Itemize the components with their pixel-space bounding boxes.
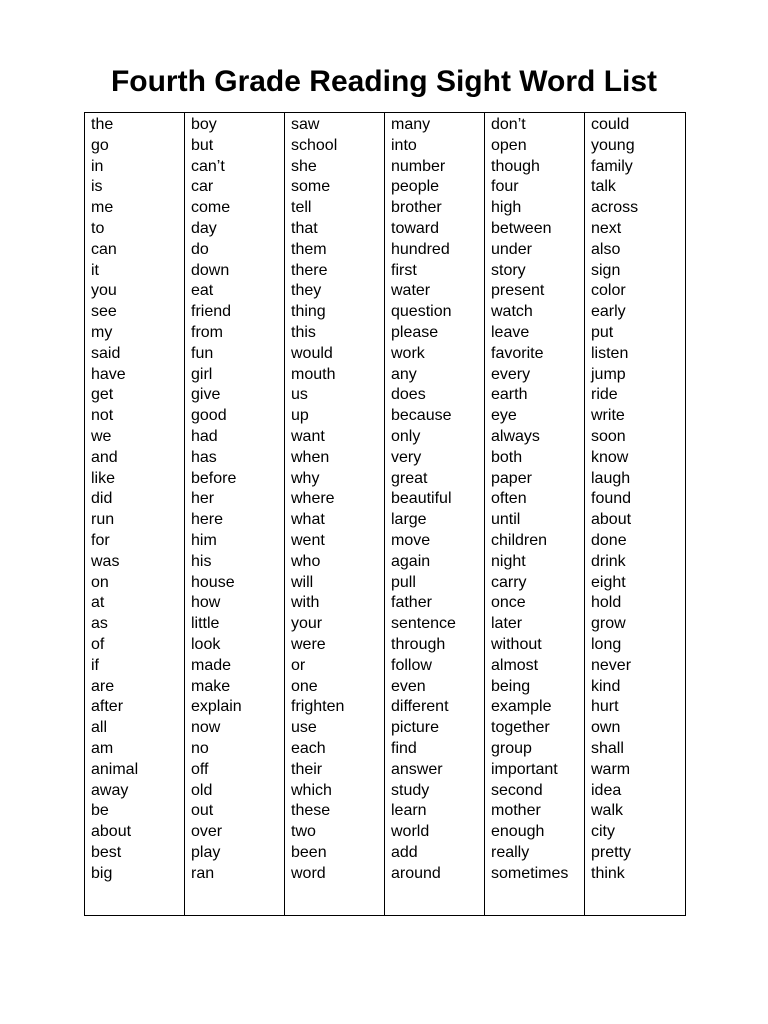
sight-word: world [391,823,430,841]
sight-word: word [291,864,326,882]
sight-word: almost [491,656,539,674]
sight-word: out [191,802,214,820]
sight-word: us [291,386,308,404]
sight-word: over [191,823,223,841]
sight-word: ride [591,386,618,404]
sight-word: under [491,240,532,258]
sight-word: shall [591,739,624,757]
sight-word: though [491,157,540,175]
sight-word: think [591,864,625,882]
sight-word: want [291,427,325,445]
sight-word: very [391,448,422,466]
sight-word: where [291,490,335,508]
sight-word: any [391,365,417,383]
sight-word: once [491,594,526,612]
sight-word: them [291,240,327,258]
sight-word: sometimes [491,864,569,882]
sight-word: paper [491,469,532,487]
sight-word: have [91,365,126,383]
sight-word: never [591,656,632,674]
sight-word: why [291,469,320,487]
sight-word: said [91,344,121,362]
sight-word: see [91,303,117,321]
sight-word: know [591,448,629,466]
word-column-6 [585,113,685,915]
sight-word: from [191,323,223,341]
sight-word: example [491,698,552,716]
sight-word: both [491,448,523,466]
sight-word: these [291,802,331,820]
sight-word: find [391,739,417,757]
sight-word: great [391,469,428,487]
sight-word: her [191,490,215,508]
sight-word: down [191,261,230,279]
sight-word: who [291,552,321,570]
sight-word: eat [191,282,214,300]
sight-word: can’t [191,157,225,175]
sight-word: answer [391,760,443,778]
sight-word: ran [191,864,215,882]
sight-word: many [391,116,431,133]
sight-word: own [591,719,621,737]
sight-word: between [491,219,552,237]
sight-word: carry [491,573,527,591]
sight-word: walk [591,802,624,820]
sight-word: am [91,739,114,757]
sight-word: idea [591,781,622,799]
sight-word: around [391,864,441,882]
sight-word: which [291,781,332,799]
sight-word: next [591,219,622,237]
sight-word: work [391,344,425,362]
sight-word: eye [491,407,517,425]
sight-word: here [191,511,224,529]
sight-word: give [191,386,221,404]
sight-word: go [91,136,109,154]
sight-word: story [491,261,526,279]
sight-word: if [91,656,99,674]
sight-word: friend [191,303,232,321]
sight-word: it [91,261,99,279]
sight-word: listen [591,344,629,362]
sight-word: school [291,136,338,154]
sight-word: night [491,552,526,570]
sight-word: family [591,157,633,175]
sight-word: car [191,178,214,196]
sight-word: present [491,282,545,300]
word-column-3 [285,113,385,915]
sight-word: look [191,635,221,653]
sight-word: color [591,282,626,300]
sight-word: or [291,656,306,674]
sight-word: old [191,781,213,799]
sight-word: eight [591,573,626,591]
sight-word: made [191,656,232,674]
sight-word: earth [491,386,528,404]
sight-word: what [291,511,325,529]
sight-word: mother [491,802,541,820]
sight-word: his [191,552,212,570]
sight-word: group [491,739,532,757]
sight-word: later [491,615,523,633]
sight-word: across [591,199,639,217]
sight-word: will [291,573,314,591]
sight-word: we [91,427,112,445]
sight-word: can [91,240,117,258]
sight-word: second [491,781,543,799]
sight-word: frighten [291,698,345,716]
sight-word: father [391,594,432,612]
sight-word: sign [591,261,621,279]
sight-word: people [391,178,440,196]
sight-word: in [91,157,104,175]
sight-word: mouth [291,365,336,383]
sight-word: about [91,823,132,841]
sight-word: get [91,386,114,404]
sight-word: some [291,178,331,196]
sight-word: house [191,573,235,591]
sight-word: explain [191,698,242,716]
sight-word: important [491,760,558,778]
sight-word: now [191,719,221,737]
sight-word: into [391,136,417,154]
sight-word: water [391,282,431,300]
sight-word: only [391,427,421,445]
sight-word: beautiful [391,490,452,508]
sight-word: were [291,635,326,653]
sight-word: move [391,531,431,549]
page-title: Fourth Grade Reading Sight Word List [110,65,658,98]
sight-word: follow [391,656,432,674]
sight-word: day [191,219,217,237]
sight-word: how [191,594,221,612]
sight-word: pretty [591,843,632,861]
sight-word: like [91,469,116,487]
word-column-1 [85,113,185,915]
sight-word: hundred [391,240,450,258]
sight-word: good [191,407,227,425]
sight-word: picture [391,719,440,737]
sight-word: of [91,635,105,653]
sight-word: that [291,219,318,237]
sight-word: had [191,427,218,445]
sight-word: through [391,635,446,653]
sight-word: is [91,178,103,196]
sight-word: children [491,531,548,549]
sight-word: there [291,261,328,279]
sight-word: this [291,323,316,341]
sight-word: no [191,739,209,757]
sight-word-table [84,112,686,916]
sight-word: please [391,323,439,341]
sight-word: could [591,116,630,133]
sight-word: laugh [591,469,631,487]
sight-word: two [291,823,316,841]
sight-word: use [291,719,317,737]
sight-word: done [591,531,627,549]
sight-word: to [91,219,105,237]
sight-word: they [291,282,322,300]
sight-word: long [591,635,622,653]
sight-word: went [291,531,325,549]
sight-word: and [91,448,118,466]
sight-word: when [291,448,330,466]
sight-word: him [191,531,217,549]
sight-word: sentence [391,615,456,633]
sight-word: every [491,365,531,383]
sight-word: brother [391,199,442,217]
sight-word: tell [291,199,312,217]
sight-word: pull [391,573,416,591]
sight-word: away [91,781,129,799]
sight-word: been [291,843,327,861]
sight-word: has [191,448,217,466]
sight-word: number [391,157,446,175]
sight-word: until [491,511,521,529]
sight-word: the [91,116,114,133]
sight-word: at [91,594,105,612]
sight-word: but [191,136,214,154]
sight-word: as [91,615,108,633]
sight-word: high [491,199,522,217]
sight-word: talk [591,178,616,196]
sight-word: put [591,323,614,341]
sight-word: run [91,511,115,529]
sight-word: add [391,843,418,861]
sight-word: study [391,781,430,799]
sight-word: leave [491,323,530,341]
sight-word: she [291,157,317,175]
sight-word: because [391,407,452,425]
sight-word: together [491,719,550,737]
sight-word: me [91,199,114,217]
word-column-5 [485,113,585,915]
sight-word: fun [191,344,214,362]
sight-word: city [591,823,615,841]
sight-word: on [91,573,109,591]
sight-word: often [491,490,527,508]
sight-word: would [291,344,333,362]
sight-word: their [291,760,323,778]
sight-word: one [291,677,318,695]
sight-word: little [191,615,220,633]
sight-word: make [191,677,231,695]
sight-word: come [191,199,231,217]
sight-word: also [591,240,621,258]
sight-word: jump [591,365,626,383]
sight-word: open [491,136,527,154]
sight-word: early [591,303,626,321]
sight-word: drink [591,552,626,570]
sight-word: saw [291,116,320,133]
sight-word: question [391,303,452,321]
sight-word: did [91,490,113,508]
sight-word: soon [591,427,626,445]
sight-word: after [91,698,124,716]
sight-word: do [191,240,209,258]
sight-word: about [591,511,632,529]
sight-word: four [491,178,519,196]
sight-word: really [491,843,530,861]
sight-word: each [291,739,326,757]
sight-word: for [91,531,110,549]
sight-word: kind [591,677,621,695]
sight-word: up [291,407,309,425]
sight-word: without [491,635,542,653]
sight-word: toward [391,219,440,237]
sight-word: girl [191,365,213,383]
sight-word: don’t [491,116,526,133]
sight-word: always [491,427,540,445]
sight-word: best [91,843,122,861]
sight-word: play [191,843,221,861]
sight-word: be [91,802,109,820]
sight-word: all [91,719,108,737]
sight-word: write [591,407,625,425]
sight-word: my [91,323,113,341]
sight-word: thing [291,303,326,321]
sight-word: learn [391,802,427,820]
sight-word: different [391,698,449,716]
sight-word: not [91,407,114,425]
sight-word: enough [491,823,545,841]
sight-word: found [591,490,632,508]
sight-word: young [591,136,635,154]
sight-word: favorite [491,344,544,362]
sight-word: with [291,594,320,612]
sight-word: does [391,386,426,404]
sight-word: animal [91,760,139,778]
sight-word: watch [491,303,533,321]
word-column-4 [385,113,485,915]
sight-word: off [191,760,209,778]
sight-word: large [391,511,427,529]
sight-word: hold [591,594,622,612]
sight-word: even [391,677,426,695]
sight-word: was [91,552,120,570]
sight-word: before [191,469,237,487]
sight-word: boy [191,116,217,133]
sight-word: again [391,552,431,570]
sight-word: are [91,677,115,695]
sight-word: big [91,864,113,882]
sight-word: hurt [591,698,619,716]
sight-word: you [91,282,117,300]
sight-word: first [391,261,417,279]
sight-word: grow [591,615,626,633]
word-column-2 [185,113,285,915]
sight-word: being [491,677,531,695]
sight-word: warm [591,760,631,778]
sight-word: your [291,615,323,633]
